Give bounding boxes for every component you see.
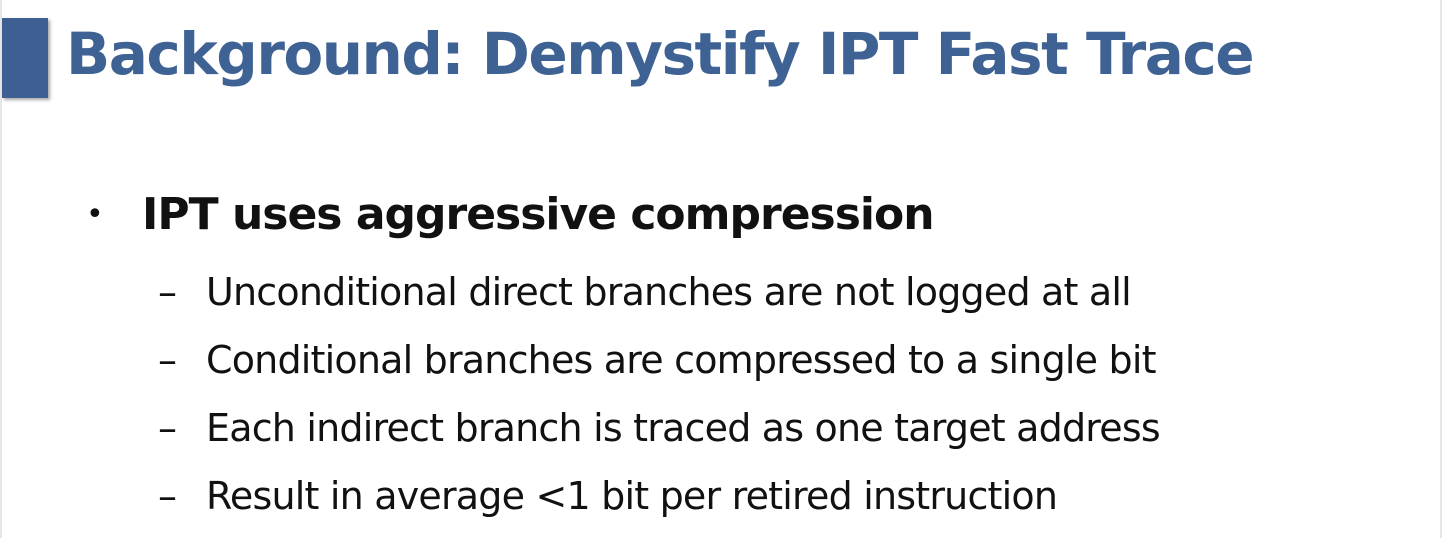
sub-bullet-list <box>158 258 1160 530</box>
bullet-dot-icon: • <box>86 197 104 232</box>
sub-bullet-text: Each indirect branch is traced as one target address <box>206 406 1160 450</box>
sub-bullet-item <box>158 326 1160 394</box>
dash-icon: – <box>158 338 177 382</box>
sub-bullet-text: Unconditional direct branches are not logged at all <box>206 270 1131 314</box>
sub-bullet-item <box>158 462 1160 530</box>
title-accent-block <box>2 18 48 98</box>
dash-icon: – <box>158 270 177 314</box>
sub-bullet-item <box>158 258 1160 326</box>
main-bullet <box>86 186 934 244</box>
sub-bullet-text: Conditional branches are compressed to a single bit <box>206 338 1156 382</box>
main-bullet-text: IPT uses aggressive compression <box>142 189 934 240</box>
dash-icon: – <box>158 474 177 518</box>
sub-bullet-item <box>158 394 1160 462</box>
slide-title: Background: Demystify IPT Fast Trace <box>66 20 1254 88</box>
dash-icon: – <box>158 406 177 450</box>
sub-bullet-text: Result in average <1 bit per retired instruction <box>206 474 1058 518</box>
